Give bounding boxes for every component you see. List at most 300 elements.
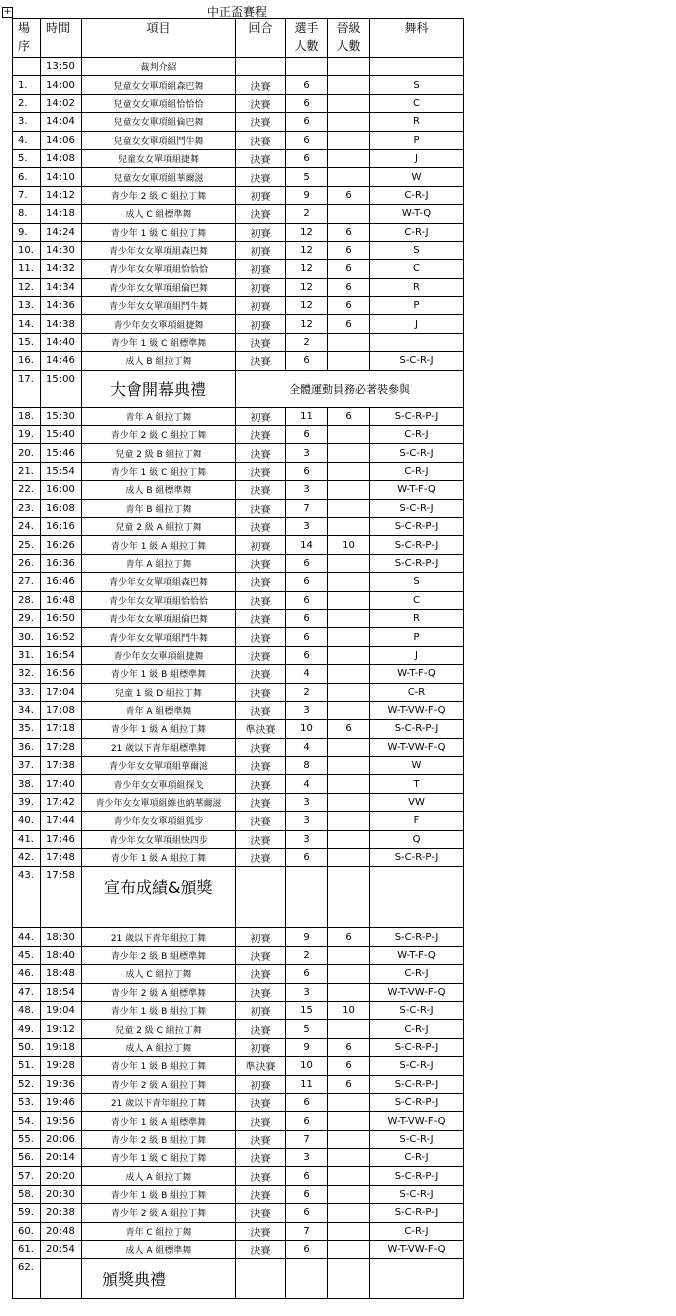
cell-item: 兒童女女單項組森巴舞 xyxy=(82,76,236,94)
cell-item: 兒童 2 級 C 組拉丁舞 xyxy=(82,1020,236,1038)
cell-time: 18:30 xyxy=(41,928,82,946)
cell-no: 50. xyxy=(13,1038,41,1056)
cell-advance xyxy=(328,1222,370,1240)
cell-round: 決賽 xyxy=(236,1020,286,1038)
cell-no: 28. xyxy=(13,591,41,609)
cell-players xyxy=(286,58,328,76)
cell-item: 成人 B 組標準舞 xyxy=(82,481,236,499)
cell-advance xyxy=(328,665,370,683)
cell-no: 7. xyxy=(13,186,41,204)
cell-dance: C xyxy=(370,591,464,609)
cell-advance xyxy=(328,793,370,811)
table-row xyxy=(13,1204,464,1222)
cell-no: 19. xyxy=(13,426,41,444)
cell-no xyxy=(13,58,41,76)
cell-round: 初賽 xyxy=(236,1001,286,1019)
cell-players: 9 xyxy=(286,928,328,946)
cell-round: 決賽 xyxy=(236,573,286,591)
cell-advance: 6 xyxy=(328,297,370,315)
ceremony-row-opening xyxy=(13,370,464,407)
cell-time: 20:30 xyxy=(41,1185,82,1203)
header-no: 場 序 xyxy=(13,19,41,58)
table-row xyxy=(13,407,464,425)
cell-no: 38. xyxy=(13,775,41,793)
cell-item: 青少年 1 級 A 組拉丁舞 xyxy=(82,720,236,738)
cell-time: 17:28 xyxy=(41,738,82,756)
cell-no: 5. xyxy=(13,149,41,167)
cell-dance: W-T-F-Q xyxy=(370,481,464,499)
cell-time: 17:04 xyxy=(41,683,82,701)
cell-dance: VW xyxy=(370,793,464,811)
cell-round: 初賽 xyxy=(236,297,286,315)
cell-no: 26. xyxy=(13,554,41,572)
cell-no: 48. xyxy=(13,1001,41,1019)
cell-time: 19:04 xyxy=(41,1001,82,1019)
cell-dance: R xyxy=(370,113,464,131)
schedule-body xyxy=(13,58,464,1299)
cell-no: 17. xyxy=(13,370,41,407)
cell-advance xyxy=(328,628,370,646)
cell-time: 15:46 xyxy=(41,444,82,462)
cell-dance: J xyxy=(370,315,464,333)
cell-players: 9 xyxy=(286,186,328,204)
cell-item: 青少年 1 級 C 組拉丁舞 xyxy=(82,1149,236,1167)
header-round: 回合 xyxy=(236,19,286,58)
table-row xyxy=(13,793,464,811)
cell-round: 決賽 xyxy=(236,757,286,775)
cell-time: 16:00 xyxy=(41,481,82,499)
cell-item: 青少年女女單項組倫巴舞 xyxy=(82,609,236,627)
cell-round: 決賽 xyxy=(236,738,286,756)
cell-advance xyxy=(328,149,370,167)
cell-dance: S-C-R-J xyxy=(370,1130,464,1148)
cell-no: 57. xyxy=(13,1167,41,1185)
cell-no: 23. xyxy=(13,499,41,517)
cell-item: 青少年女女單項組森巴舞 xyxy=(82,573,236,591)
cell-time: 16:36 xyxy=(41,554,82,572)
cell-time: 16:46 xyxy=(41,573,82,591)
cell-advance xyxy=(328,573,370,591)
cell-players: 2 xyxy=(286,205,328,223)
cell-no: 18. xyxy=(13,407,41,425)
cell-round: 決賽 xyxy=(236,965,286,983)
cell-dance: C-R xyxy=(370,683,464,701)
cell-no: 43. xyxy=(13,867,41,928)
cell-advance xyxy=(328,1241,370,1259)
empty-cell xyxy=(236,867,286,928)
cell-no: 62. xyxy=(13,1259,41,1299)
cell-no: 27. xyxy=(13,573,41,591)
cell-round: 決賽 xyxy=(236,646,286,664)
ceremony-label: 宣布成績&頒獎 xyxy=(82,867,236,928)
cell-time: 17:58 xyxy=(41,867,82,928)
cell-round: 決賽 xyxy=(236,517,286,535)
table-row xyxy=(13,333,464,351)
cell-dance: J xyxy=(370,646,464,664)
cell-time: 17:08 xyxy=(41,701,82,719)
cell-no: 10. xyxy=(13,241,41,259)
cell-advance: 6 xyxy=(328,241,370,259)
cell-players: 3 xyxy=(286,517,328,535)
cell-dance: C-R-J xyxy=(370,965,464,983)
cell-time: 19:36 xyxy=(41,1075,82,1093)
table-row xyxy=(13,849,464,867)
cell-dance: R xyxy=(370,278,464,296)
cell-dance: W xyxy=(370,757,464,775)
cell-time: 20:20 xyxy=(41,1167,82,1185)
cell-time: 17:44 xyxy=(41,812,82,830)
table-row xyxy=(13,1001,464,1019)
table-row xyxy=(13,628,464,646)
cell-advance: 6 xyxy=(328,720,370,738)
cell-no: 3. xyxy=(13,113,41,131)
cell-advance: 6 xyxy=(328,223,370,241)
table-row xyxy=(13,591,464,609)
header-players: 選手 人數 xyxy=(286,19,328,58)
cell-item: 青少年女女單項組倫巴舞 xyxy=(82,278,236,296)
cell-advance xyxy=(328,701,370,719)
cell-no: 2. xyxy=(13,94,41,112)
cell-time: 20:38 xyxy=(41,1204,82,1222)
cell-item: 青少年 1 級 B 組標準舞 xyxy=(82,665,236,683)
cell-no: 55. xyxy=(13,1130,41,1148)
cell-advance xyxy=(328,1093,370,1111)
cell-no: 37. xyxy=(13,757,41,775)
table-row xyxy=(13,113,464,131)
ceremony-note: 全體運動員務必著裝參與 xyxy=(236,370,464,407)
cell-no: 29. xyxy=(13,609,41,627)
cell-item: 青少年 1 級 C 組拉丁舞 xyxy=(82,223,236,241)
cell-time: 14:30 xyxy=(41,241,82,259)
cell-round: 決賽 xyxy=(236,444,286,462)
cell-round: 初賽 xyxy=(236,315,286,333)
cell-players: 6 xyxy=(286,849,328,867)
cell-no: 59. xyxy=(13,1204,41,1222)
cell-time: 16:08 xyxy=(41,499,82,517)
cell-round: 決賽 xyxy=(236,1167,286,1185)
cell-round: 決賽 xyxy=(236,205,286,223)
cell-dance: P xyxy=(370,131,464,149)
move-handle-icon[interactable]: + xyxy=(3,7,12,17)
cell-players: 5 xyxy=(286,1020,328,1038)
cell-advance xyxy=(328,609,370,627)
cell-advance xyxy=(328,1020,370,1038)
cell-time: 19:46 xyxy=(41,1093,82,1111)
cell-advance xyxy=(328,1167,370,1185)
cell-time: 14:24 xyxy=(41,223,82,241)
cell-dance: S-C-R-P-J xyxy=(370,407,464,425)
cell-dance: S-C-R-P-J xyxy=(370,720,464,738)
cell-item: 青少年女女單項組快四步 xyxy=(82,830,236,848)
cell-advance: 6 xyxy=(328,1057,370,1075)
table-row xyxy=(13,223,464,241)
cell-item: 成人 B 組拉丁舞 xyxy=(82,352,236,370)
cell-time: 15:30 xyxy=(41,407,82,425)
cell-dance: W-T-VW-F-Q xyxy=(370,701,464,719)
cell-players: 4 xyxy=(286,775,328,793)
table-row xyxy=(13,186,464,204)
table-row xyxy=(13,260,464,278)
cell-item: 青少年 1 級 A 組拉丁舞 xyxy=(82,536,236,554)
table-row xyxy=(13,241,464,259)
cell-dance: C-R-J xyxy=(370,186,464,204)
cell-dance: S-C-R-P-J xyxy=(370,1167,464,1185)
cell-time: 15:00 xyxy=(41,370,82,407)
schedule-table xyxy=(12,18,464,1299)
cell-round: 決賽 xyxy=(236,701,286,719)
empty-cell xyxy=(286,1259,328,1299)
cell-players: 6 xyxy=(286,426,328,444)
cell-no: 8. xyxy=(13,205,41,223)
cell-no: 61. xyxy=(13,1241,41,1259)
cell-advance xyxy=(328,94,370,112)
cell-dance: S xyxy=(370,76,464,94)
table-row xyxy=(13,1149,464,1167)
cell-advance xyxy=(328,444,370,462)
cell-item: 青少年 2 級 A 組標準舞 xyxy=(82,983,236,1001)
cell-round: 決賽 xyxy=(236,113,286,131)
cell-round: 初賽 xyxy=(236,407,286,425)
cell-dance: C-R-J xyxy=(370,223,464,241)
cell-players: 6 xyxy=(286,646,328,664)
table-row xyxy=(13,1222,464,1240)
cell-no: 13. xyxy=(13,297,41,315)
cell-advance xyxy=(328,757,370,775)
table-row xyxy=(13,665,464,683)
cell-no: 22. xyxy=(13,481,41,499)
cell-advance xyxy=(328,946,370,964)
cell-time: 14:00 xyxy=(41,76,82,94)
cell-round: 決賽 xyxy=(236,499,286,517)
header-item: 項目 xyxy=(82,19,236,58)
cell-time: 18:48 xyxy=(41,965,82,983)
cell-players: 12 xyxy=(286,241,328,259)
cell-item: 青少年女女單項組捷舞 xyxy=(82,315,236,333)
cell-no: 11. xyxy=(13,260,41,278)
cell-no: 44. xyxy=(13,928,41,946)
cell-dance: C-R-J xyxy=(370,1149,464,1167)
cell-no: 35. xyxy=(13,720,41,738)
cell-round: 決賽 xyxy=(236,426,286,444)
table-row xyxy=(13,278,464,296)
cell-dance: W-T-VW-F-Q xyxy=(370,1112,464,1130)
cell-dance: S-C-R-P-J xyxy=(370,536,464,554)
cell-item: 21 歲以下青年組標準舞 xyxy=(82,738,236,756)
cell-round: 決賽 xyxy=(236,352,286,370)
cell-players: 15 xyxy=(286,1001,328,1019)
empty-cell xyxy=(236,1259,286,1299)
cell-no: 34. xyxy=(13,701,41,719)
page-title: 中正盃賽程 xyxy=(206,5,267,19)
cell-round: 決賽 xyxy=(236,1185,286,1203)
cell-advance xyxy=(328,1112,370,1130)
cell-round: 初賽 xyxy=(236,1038,286,1056)
cell-players: 6 xyxy=(286,1112,328,1130)
cell-players: 3 xyxy=(286,983,328,1001)
cell-round: 決賽 xyxy=(236,1130,286,1148)
cell-time: 20:48 xyxy=(41,1222,82,1240)
table-row xyxy=(13,76,464,94)
cell-item: 成人 C 組標準舞 xyxy=(82,205,236,223)
header-dance: 舞科 xyxy=(370,19,464,58)
cell-time: 14:04 xyxy=(41,113,82,131)
cell-time: 14:40 xyxy=(41,333,82,351)
cell-no: 54. xyxy=(13,1112,41,1130)
table-row xyxy=(13,1093,464,1111)
cell-item: 成人 A 組拉丁舞 xyxy=(82,1038,236,1056)
cell-dance: Q xyxy=(370,830,464,848)
table-row xyxy=(13,149,464,167)
cell-item: 青少年女女單項組探戈 xyxy=(82,775,236,793)
cell-dance: W-T-VW-F-Q xyxy=(370,983,464,1001)
cell-players: 6 xyxy=(286,1093,328,1111)
cell-advance xyxy=(328,1130,370,1148)
cell-players: 3 xyxy=(286,701,328,719)
cell-item: 兒童女女單項組華爾滋 xyxy=(82,168,236,186)
cell-dance: S-C-R-J xyxy=(370,1057,464,1075)
cell-round: 決賽 xyxy=(236,849,286,867)
cell-dance: S-C-R-P-J xyxy=(370,1075,464,1093)
table-row xyxy=(13,965,464,983)
cell-time: 14:36 xyxy=(41,297,82,315)
cell-round: 決賽 xyxy=(236,554,286,572)
table-row xyxy=(13,481,464,499)
cell-time: 19:12 xyxy=(41,1020,82,1038)
cell-players: 11 xyxy=(286,1075,328,1093)
cell-round: 決賽 xyxy=(236,131,286,149)
table-row xyxy=(13,646,464,664)
cell-no: 4. xyxy=(13,131,41,149)
cell-advance xyxy=(328,168,370,186)
table-row xyxy=(13,426,464,444)
cell-time: 20:54 xyxy=(41,1241,82,1259)
table-row xyxy=(13,830,464,848)
cell-item: 青少年 1 級 C 組標準舞 xyxy=(82,333,236,351)
cell-advance: 10 xyxy=(328,536,370,554)
table-row xyxy=(13,1020,464,1038)
cell-advance: 6 xyxy=(328,315,370,333)
table-row xyxy=(13,131,464,149)
cell-time: 16:54 xyxy=(41,646,82,664)
table-row xyxy=(13,720,464,738)
cell-no: 58. xyxy=(13,1185,41,1203)
table-row xyxy=(13,946,464,964)
cell-advance xyxy=(328,113,370,131)
cell-round: 決賽 xyxy=(236,591,286,609)
cell-players: 6 xyxy=(286,94,328,112)
cell-players: 6 xyxy=(286,352,328,370)
cell-item: 青少年女女單項組華爾滋 xyxy=(82,757,236,775)
table-row xyxy=(13,1241,464,1259)
cell-no: 40. xyxy=(13,812,41,830)
cell-item: 青少年女女單項組鬥牛舞 xyxy=(82,628,236,646)
cell-time: 14:32 xyxy=(41,260,82,278)
empty-cell xyxy=(370,867,464,928)
cell-players: 3 xyxy=(286,1149,328,1167)
cell-item: 成人 C 組拉丁舞 xyxy=(82,965,236,983)
cell-advance xyxy=(328,983,370,1001)
table-row xyxy=(13,983,464,1001)
ceremony-row-results xyxy=(13,867,464,928)
cell-round: 決賽 xyxy=(236,94,286,112)
cell-dance: S-C-R-P-J xyxy=(370,1038,464,1056)
cell-no: 9. xyxy=(13,223,41,241)
cell-no: 56. xyxy=(13,1149,41,1167)
cell-no: 42. xyxy=(13,849,41,867)
cell-players: 6 xyxy=(286,1185,328,1203)
cell-round: 決賽 xyxy=(236,1093,286,1111)
cell-players: 11 xyxy=(286,407,328,425)
cell-players: 6 xyxy=(286,609,328,627)
cell-dance: C-R-J xyxy=(370,1020,464,1038)
table-row xyxy=(13,738,464,756)
cell-item: 兒童女女單項組倫巴舞 xyxy=(82,113,236,131)
cell-round: 決賽 xyxy=(236,333,286,351)
cell-advance xyxy=(328,426,370,444)
cell-dance: S-C-R-P-J xyxy=(370,1204,464,1222)
cell-advance xyxy=(328,775,370,793)
cell-round: 決賽 xyxy=(236,983,286,1001)
cell-no: 12. xyxy=(13,278,41,296)
cell-advance xyxy=(328,1149,370,1167)
cell-item: 青少年 1 級 C 組拉丁舞 xyxy=(82,462,236,480)
cell-round: 初賽 xyxy=(236,186,286,204)
cell-dance: R xyxy=(370,609,464,627)
empty-cell xyxy=(286,867,328,928)
cell-time: 20:14 xyxy=(41,1149,82,1167)
cell-round: 決賽 xyxy=(236,793,286,811)
cell-players: 12 xyxy=(286,223,328,241)
cell-players: 6 xyxy=(286,591,328,609)
cell-time: 16:48 xyxy=(41,591,82,609)
header-row xyxy=(13,19,464,58)
cell-time: 16:16 xyxy=(41,517,82,535)
cell-no: 6. xyxy=(13,168,41,186)
cell-advance xyxy=(328,591,370,609)
cell-item: 21 歲以下青年組拉丁舞 xyxy=(82,1093,236,1111)
cell-no: 60. xyxy=(13,1222,41,1240)
cell-item: 兒童 2 級 B 組拉丁舞 xyxy=(82,444,236,462)
cell-item: 成人 A 組拉丁舞 xyxy=(82,1167,236,1185)
table-row xyxy=(13,168,464,186)
cell-dance: T xyxy=(370,775,464,793)
cell-players: 6 xyxy=(286,554,328,572)
cell-dance xyxy=(370,333,464,351)
table-row xyxy=(13,58,464,76)
cell-item: 青少年女女單項組森巴舞 xyxy=(82,241,236,259)
cell-dance: C xyxy=(370,94,464,112)
cell-round: 決賽 xyxy=(236,1149,286,1167)
cell-time: 15:40 xyxy=(41,426,82,444)
table-row xyxy=(13,536,464,554)
cell-advance: 6 xyxy=(328,407,370,425)
cell-players: 4 xyxy=(286,665,328,683)
cell-no: 30. xyxy=(13,628,41,646)
header-time: 時間 xyxy=(41,19,82,58)
cell-players: 9 xyxy=(286,1038,328,1056)
cell-round: 初賽 xyxy=(236,1075,286,1093)
cell-advance: 6 xyxy=(328,1075,370,1093)
cell-dance: S-C-R-J xyxy=(370,444,464,462)
table-row xyxy=(13,1130,464,1148)
cell-time: 14:10 xyxy=(41,168,82,186)
cell-time: 16:56 xyxy=(41,665,82,683)
cell-players: 6 xyxy=(286,76,328,94)
cell-players: 12 xyxy=(286,278,328,296)
cell-no: 32. xyxy=(13,665,41,683)
table-row xyxy=(13,609,464,627)
cell-round: 初賽 xyxy=(236,241,286,259)
